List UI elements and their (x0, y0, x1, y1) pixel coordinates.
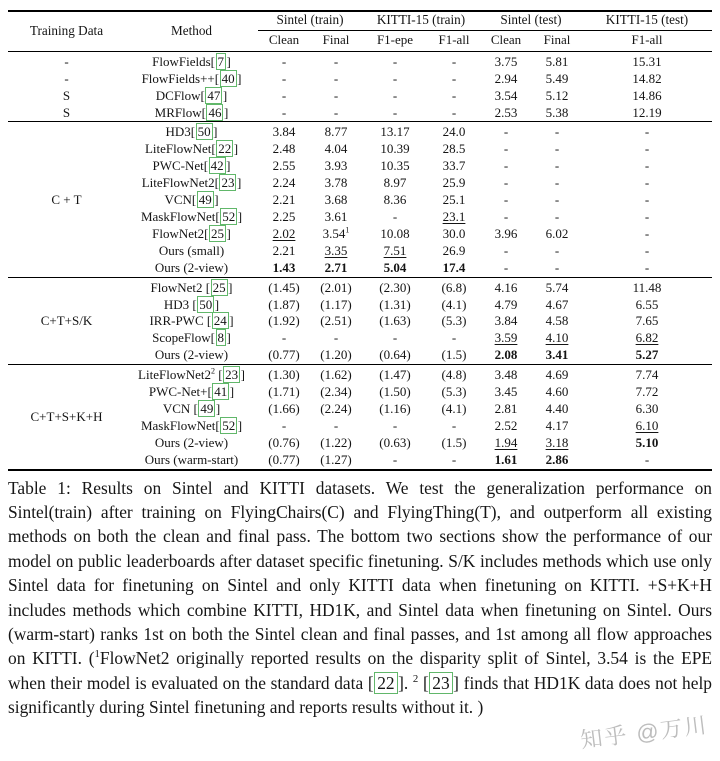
value-cell: 24.0 (428, 122, 480, 141)
value-cell: 25.1 (442, 192, 466, 208)
value-cell: - (281, 104, 287, 120)
value-cell: 7.65 (635, 313, 659, 329)
value-cell: 2.81 (494, 400, 518, 416)
value-cell: (2.34) (320, 384, 352, 400)
value-cell: - (554, 259, 560, 275)
value-cell: (1.71) (268, 384, 300, 400)
value-cell: 11.48 (582, 277, 712, 296)
value-cell: (2.51) (320, 313, 352, 329)
value-cell: - (644, 451, 650, 467)
value-cell: 5.12 (545, 87, 569, 103)
value-cell: 5.10 (635, 434, 659, 450)
citation: 52 (222, 208, 236, 224)
value-cell: (4.1) (441, 400, 467, 416)
value-cell: (0.76) (268, 434, 300, 450)
table-row (8, 71, 712, 88)
value-cell: - (644, 208, 650, 224)
value-cell: (1.16) (379, 400, 411, 416)
col-header-f1all-test: F1-all (582, 32, 712, 51)
value-cell: - (333, 417, 339, 433)
table-row (8, 122, 712, 141)
value-cell: (1.63) (379, 313, 411, 329)
value-cell: 5.74 (532, 277, 582, 296)
value-cell: (1.5) (441, 347, 467, 363)
value-cell: - (281, 70, 287, 86)
value-cell: 3.54$^1$ (322, 225, 350, 241)
value-cell: - (644, 141, 650, 157)
col-header-clean-train: Clean (258, 32, 310, 51)
value-cell: 4.40 (545, 400, 569, 416)
value-cell: 6.82 (635, 330, 659, 346)
value-cell: (1.31) (379, 296, 411, 312)
citation: 49 (198, 192, 212, 208)
value-cell: 2.21 (272, 242, 296, 258)
value-cell: 1.94 (494, 434, 518, 450)
value-cell: 3.68 (324, 192, 348, 208)
method-name: MaskFlowNet[ 52 ] (140, 208, 243, 224)
citation: 50 (197, 124, 211, 140)
citation: 22 (218, 141, 232, 157)
value-cell: - (451, 451, 457, 467)
method-name: Ours (small) (158, 242, 225, 258)
citation: 41 (214, 384, 228, 400)
value-cell: (1.5) (441, 434, 467, 450)
value-cell: - (532, 122, 582, 141)
value-cell: (5.3) (441, 313, 467, 329)
value-cell: - (644, 192, 650, 208)
value-cell: 5.49 (545, 70, 569, 86)
superscript: 2 (412, 673, 419, 686)
citation: 23 (429, 672, 452, 694)
value-cell: - (392, 417, 398, 433)
method-name: Ours (warm-start) (144, 451, 239, 467)
value-cell: - (554, 158, 560, 174)
col-group-sintel-test (480, 11, 582, 32)
citation: 22 (374, 672, 397, 694)
value-cell: - (644, 242, 650, 258)
value-cell: (0.77) (268, 451, 300, 467)
value-cell: (0.63) (379, 434, 411, 450)
value-cell: 3.18 (545, 434, 569, 450)
value-cell: 3.93 (324, 158, 348, 174)
value-cell: (1.20) (320, 347, 352, 363)
citation: 25 (211, 225, 224, 241)
col-header-clean-test: Clean (480, 32, 532, 51)
training-data-label: C+T+S/K (8, 277, 125, 365)
table-row (8, 365, 712, 384)
value-cell: (1.30) (258, 365, 310, 384)
value-cell: - (281, 87, 287, 103)
training-data-value: - (64, 53, 69, 69)
value-cell: 3.41 (545, 347, 569, 363)
value-cell: 7.51 (383, 242, 407, 258)
value-cell: 4.17 (545, 417, 569, 433)
value-cell: 2.21 (272, 192, 296, 208)
value-cell: 1.43 (272, 259, 296, 275)
value-cell: 4.58 (545, 313, 569, 329)
value-cell: 23.1 (442, 208, 466, 224)
value-cell: 12.19 (632, 104, 662, 120)
value-cell: - (480, 122, 532, 141)
value-cell: - (503, 175, 509, 191)
method-name: HD3[ 50 ] (125, 122, 258, 141)
method-name: Ours (2-view) (154, 347, 229, 363)
value-cell: 3.61 (324, 208, 348, 224)
table-row (8, 88, 712, 105)
value-cell: 3.78 (324, 175, 348, 191)
value-cell: 2.48 (272, 141, 296, 157)
value-cell: (4.1) (441, 296, 467, 312)
citation: 50 (199, 296, 213, 312)
value-cell: - (503, 141, 509, 157)
value-cell: 2.86 (545, 451, 569, 467)
value-cell: - (554, 242, 560, 258)
citation: 46 (208, 104, 222, 120)
value-cell: - (644, 158, 650, 174)
value-cell: 2.53 (494, 104, 518, 120)
table-header (8, 11, 712, 51)
method-name: LiteFlowNet2[ 23 ] (141, 175, 242, 191)
table-body (8, 51, 712, 469)
method-name: MRFlow[ 46 ] (154, 104, 229, 120)
citation: 24 (213, 313, 227, 329)
value-cell: - (392, 208, 398, 224)
value-cell: (1.22) (320, 434, 352, 450)
value-cell: 3.96 (494, 225, 518, 241)
superscript: 1 (94, 648, 100, 661)
value-cell: - (392, 330, 398, 346)
value-cell: - (451, 87, 457, 103)
superscript: 2 (210, 366, 216, 376)
value-cell: - (281, 53, 287, 69)
value-cell: (1.47) (362, 365, 428, 384)
value-cell: - (582, 122, 712, 141)
value-cell: - (281, 417, 287, 433)
citation: 23 (221, 175, 235, 191)
citation: 25 (212, 279, 226, 295)
value-cell: 3.84 (494, 313, 518, 329)
value-cell: 6.10 (635, 417, 659, 433)
value-cell: (4.8) (428, 365, 480, 384)
value-cell: 5.04 (383, 259, 407, 275)
value-cell: 6.30 (635, 400, 659, 416)
value-cell: - (503, 259, 509, 275)
value-cell: - (333, 87, 339, 103)
value-cell: - (392, 451, 398, 467)
col-header-training-data: Training Data (8, 11, 125, 51)
value-cell: 10.08 (380, 225, 410, 241)
value-cell: 2.55 (272, 158, 296, 174)
value-cell: (1.92) (268, 313, 300, 329)
col-group-sintel-train (258, 11, 362, 32)
value-cell: 2.94 (494, 70, 518, 86)
value-cell: - (554, 175, 560, 191)
value-cell: (5.3) (441, 384, 467, 400)
value-cell: 2.71 (324, 259, 348, 275)
value-cell: 5.27 (635, 347, 659, 363)
value-cell: - (392, 87, 398, 103)
value-cell: 4.60 (545, 384, 569, 400)
value-cell: 25.9 (442, 175, 466, 191)
value-cell: 8.77 (310, 122, 362, 141)
value-cell: 3.45 (494, 384, 518, 400)
value-cell: 4.10 (545, 330, 569, 346)
method-name: FlowFields++[ 40 ] (141, 70, 242, 86)
citation: 52 (222, 417, 236, 433)
training-data-value: S (62, 87, 71, 103)
value-cell: (1.66) (268, 400, 300, 416)
value-cell: 1.61 (494, 451, 518, 467)
method-name: PWC-Net+[ 41 ] (148, 384, 235, 400)
value-cell: 8.36 (383, 192, 407, 208)
value-cell: - (554, 208, 560, 224)
value-cell: 4.67 (545, 296, 569, 312)
method-name: IRR-PWC [ 24 ] (149, 313, 234, 329)
value-cell: - (392, 104, 398, 120)
method-name: MaskFlowNet[ 52 ] (140, 417, 243, 433)
method-name: PWC-Net[ 42 ] (152, 158, 231, 174)
table-row (8, 277, 712, 296)
value-cell: 3.75 (494, 53, 518, 69)
value-cell: - (333, 104, 339, 120)
value-cell: 4.04 (324, 141, 348, 157)
value-cell: 6.55 (635, 296, 659, 312)
citation: 8 (217, 330, 224, 346)
col-header-method: Method (125, 11, 258, 51)
value-cell: (2.24) (320, 400, 352, 416)
value-cell: 3.84 (258, 122, 310, 141)
method-name: VCN [ 49 ] (162, 400, 221, 416)
value-cell: 2.02 (272, 225, 296, 241)
results-table (8, 10, 712, 471)
value-cell: 26.9 (442, 242, 466, 258)
col-group-kitti-test (582, 11, 712, 32)
value-cell: 30.0 (442, 225, 466, 241)
col-header-final-test: Final (532, 32, 582, 51)
value-cell: - (451, 417, 457, 433)
method-name: LiteFlowNet[ 22 ] (144, 141, 239, 157)
value-cell: - (392, 53, 398, 69)
method-name: VCN[ 49 ] (164, 192, 219, 208)
citation: 42 (210, 158, 224, 174)
value-cell: - (503, 242, 509, 258)
value-cell: - (554, 192, 560, 208)
value-cell: (1.62) (310, 365, 362, 384)
citation: 40 (221, 70, 235, 86)
value-cell: 2.52 (494, 417, 518, 433)
value-cell: 3.48 (480, 365, 532, 384)
value-cell: - (451, 104, 457, 120)
value-cell: - (554, 141, 560, 157)
value-cell: 2.08 (494, 347, 518, 363)
value-cell: 3.54 (494, 87, 518, 103)
value-cell: (2.30) (362, 277, 428, 296)
header-group-row (8, 11, 712, 32)
method-name: Ours (2-view) (154, 259, 229, 275)
value-cell: (1.45) (258, 277, 310, 296)
table-row (8, 105, 712, 122)
value-cell: 3.59 (494, 330, 518, 346)
superscript: 1 (345, 225, 350, 235)
value-cell: - (333, 53, 339, 69)
training-data-value: S (62, 104, 71, 120)
value-cell: - (333, 330, 339, 346)
value-cell: - (333, 70, 339, 86)
group-label: Sintel (test) (480, 13, 582, 31)
value-cell: (1.87) (268, 296, 300, 312)
method-name: FlowNet2 [ 25 ] (125, 277, 258, 296)
value-cell: 14.82 (632, 70, 662, 86)
value-cell: 13.17 (362, 122, 428, 141)
value-cell: 2.24 (272, 175, 296, 191)
value-cell: 10.35 (380, 158, 410, 174)
value-cell: 5.38 (545, 104, 569, 120)
training-data-label: C + T (8, 122, 125, 277)
value-cell: 2.25 (272, 208, 296, 224)
value-cell: - (644, 225, 650, 241)
value-cell: 7.74 (582, 365, 712, 384)
training-data-label: C+T+S+K+H (8, 365, 125, 470)
value-cell: - (451, 70, 457, 86)
method-name: HD3 [ 50 ] (163, 296, 220, 312)
value-cell: 10.39 (380, 141, 410, 157)
group-label: KITTI-15 (train) (362, 13, 480, 31)
table-caption: Table 1: Results on Sintel and KITTI datasets. We test the generalization performance on Sintel(train) after training on FlyingChairs(C) and FlyingThing(T), and outperform all existing methods on both the clean and final pass. The bottom two sections show the performance of our model on public leaderboards after dataset specific finetuning. S/K includes methods which use only Sintel data for finetuning on Sintel and only KITTI data when finetuning on KITTI. +S+K+H includes methods which combine KITTI, HD1K, and Sintel data when finetuning on Sintel. Ours (warm-start) ranks 1st on both the Sintel clean and final passes, and 1st among all flow approaches on KITTI. ($^1$FlowNet2 originally reported results on the disparity split of Sintel, 3.54 is the EPE when their model is evaluated on the standard data [ 22 ]. $^2$ [ 23 ] finds that HD1K data does not help significantly during Sintel finetuning and reports results without it. ) (8, 477, 712, 718)
value-cell: 8.97 (383, 175, 407, 191)
col-header-f1epe-train: F1-epe (362, 32, 428, 51)
value-cell: - (503, 192, 509, 208)
value-cell: (0.64) (379, 347, 411, 363)
citation: 47 (207, 87, 221, 103)
citation: 23 (225, 367, 239, 383)
citation: 7 (217, 53, 224, 69)
value-cell: - (451, 330, 457, 346)
group-label: KITTI-15 (test) (582, 13, 712, 31)
value-cell: 4.16 (480, 277, 532, 296)
value-cell: (1.50) (379, 384, 411, 400)
method-name: $LiteFlowNet2^2$ [ 23 ] (125, 365, 258, 384)
method-name: FlowNet2[ 25 ] (152, 225, 231, 241)
value-cell: (0.77) (268, 347, 300, 363)
value-cell: 4.69 (532, 365, 582, 384)
col-header-f1all-train: F1-all (428, 32, 480, 51)
value-cell: 33.7 (442, 158, 466, 174)
value-cell: 17.4 (442, 259, 466, 275)
value-cell: - (451, 53, 457, 69)
value-cell: - (503, 158, 509, 174)
col-header-final-train: Final (310, 32, 362, 51)
value-cell: - (644, 259, 650, 275)
value-cell: - (281, 330, 287, 346)
value-cell: 4.79 (494, 296, 518, 312)
method-name: Ours (2-view) (154, 434, 229, 450)
value-cell: 28.5 (442, 141, 466, 157)
value-cell: (1.27) (320, 451, 352, 467)
method-name: FlowFields[ 7 ] (152, 53, 231, 69)
value-cell: - (503, 208, 509, 224)
value-cell: 5.81 (545, 53, 569, 69)
value-cell: 7.72 (635, 384, 659, 400)
watermark: 知乎 @万川 (578, 712, 710, 753)
value-cell: 3.35 (324, 242, 348, 258)
table-row (8, 51, 712, 70)
value-cell: 6.02 (545, 225, 569, 241)
training-data-value: - (64, 70, 69, 86)
method-name: DCFlow[ 47 ] (155, 87, 228, 103)
value-cell: - (392, 70, 398, 86)
value-cell: (6.8) (428, 277, 480, 296)
value-cell: - (644, 175, 650, 191)
group-label: Sintel (train) (258, 13, 362, 31)
value-cell: 15.31 (632, 53, 662, 69)
citation: 49 (200, 400, 214, 416)
col-group-kitti-train (362, 11, 480, 32)
value-cell: 14.86 (632, 87, 662, 103)
method-name: ScopeFlow[ 8 ] (152, 330, 231, 346)
value-cell: (2.01) (310, 277, 362, 296)
value-cell: (1.17) (320, 296, 352, 312)
